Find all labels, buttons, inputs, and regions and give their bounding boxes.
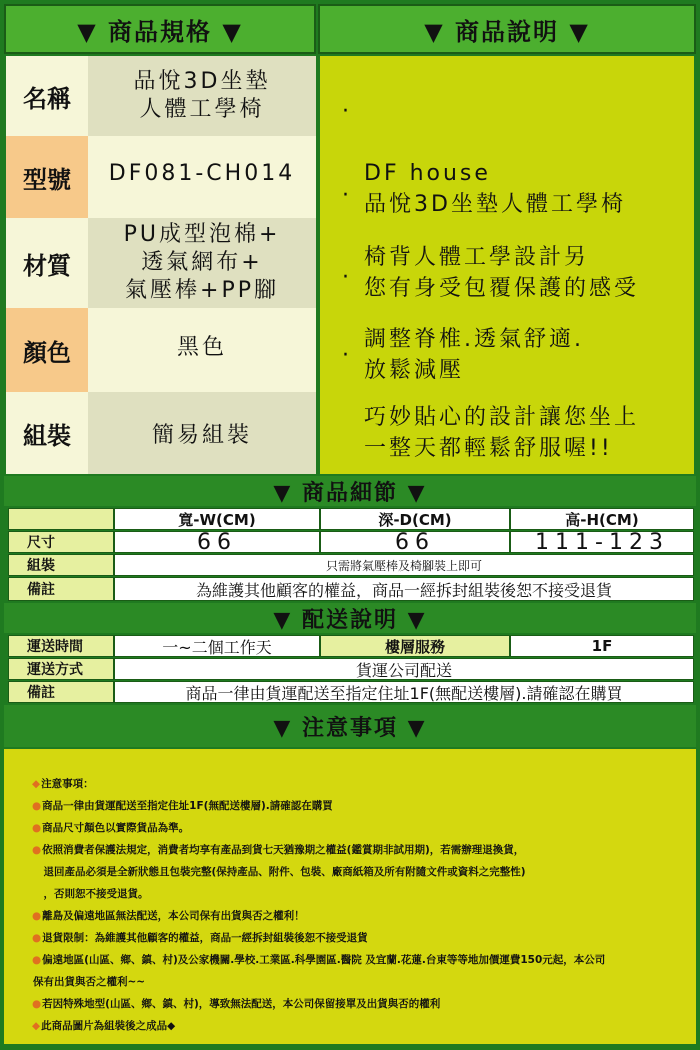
spec-header: ▼ 商品規格 ▼ bbox=[4, 4, 316, 54]
spec-label-material: 材質 bbox=[6, 218, 88, 308]
desc-header: ▼ 商品說明 ▼ bbox=[318, 4, 696, 54]
note-line bbox=[32, 883, 668, 905]
ship-time-value: 一~二個工作天 bbox=[114, 635, 320, 657]
assembly-label: 組裝 bbox=[8, 554, 114, 576]
note-text: 注意事項： bbox=[41, 778, 94, 790]
bullet-icon: · bbox=[342, 183, 352, 208]
note-text: 依照消費者保護法規定，消費者均享有產品到貨七天猶豫期之權益(鑑賞期非試用期)，若需辦理退換貨， bbox=[42, 844, 525, 856]
note-line bbox=[32, 795, 668, 817]
bullet-icon: · bbox=[342, 99, 352, 124]
spec-value-material: PU成型泡棉+ 透氣網布+ 氣壓棒+PP腳 bbox=[88, 218, 316, 308]
note-line bbox=[32, 817, 668, 839]
spec-label-model: 型號 bbox=[6, 136, 88, 218]
desc-panel bbox=[320, 56, 694, 474]
col-header-width: 寬-W(CM) bbox=[114, 508, 320, 530]
assembly-value: 只需將氣壓棒及椅腳裝上即可 bbox=[114, 554, 694, 576]
spec-value-name: 品悅3D坐墊 人體工學椅 bbox=[88, 56, 316, 136]
floor-service-value: 1F bbox=[510, 635, 694, 657]
bullet-icon: · bbox=[342, 265, 352, 290]
dot-icon: ● bbox=[32, 822, 42, 834]
desc-text: DF house 品悅3D坐墊人體工學椅 bbox=[364, 161, 626, 217]
ship-remark-label: 備註 bbox=[8, 681, 114, 703]
ship-time-label: 運送時間 bbox=[8, 635, 114, 657]
note-line bbox=[32, 773, 668, 795]
note-line bbox=[32, 861, 668, 883]
note-line bbox=[32, 905, 668, 927]
note-line bbox=[32, 839, 668, 861]
note-text: ，否則恕不接受退貨。 bbox=[33, 888, 149, 900]
note-text: 退回產品必須是全新狀態且包裝完整(保持產品、附件、包裝、廠商紙箱及所有附隨文件或資料之完整性) bbox=[33, 866, 526, 878]
note-text: 保有出貨與否之權利~~ bbox=[33, 976, 146, 988]
shipping-header: ▼ 配送說明 ▼ bbox=[4, 603, 696, 633]
ship-remark-value: 商品一律由貨運配送至指定住址1F(無配送樓層).請確認在購買 bbox=[114, 681, 694, 703]
size-height: 111-123 bbox=[510, 531, 694, 553]
note-line bbox=[32, 971, 668, 993]
desc-text: 調整脊椎.透氣舒適. 放鬆減壓 bbox=[364, 327, 584, 383]
dot-icon: ● bbox=[32, 932, 42, 944]
desc-item bbox=[342, 340, 639, 495]
dot-icon: ● bbox=[32, 800, 42, 812]
ship-method-value: 貨運公司配送 bbox=[114, 658, 694, 680]
notes-panel bbox=[4, 749, 696, 1044]
spec-panel bbox=[6, 56, 316, 474]
note-text: 退貨限制：為維護其他顧客的權益，商品一經拆封組裝後恕不接受退貨 bbox=[42, 932, 368, 944]
note-text: 偏遠地區(山區、鄉、鎮、村)及公家機關.學校.工業區.科學園區.醫院 及宜蘭.花蓮.台東等等地加價運費150元起，本公司 bbox=[42, 954, 606, 966]
spec-value-color: 黑色 bbox=[88, 308, 316, 392]
note-text: 若因特殊地型(山區、鄉、鎮、村)，導致無法配送，本公司保留接單及出貨與否的權利 bbox=[42, 998, 441, 1010]
desc-text: 巧妙貼心的設計讓您坐上 一整天都輕鬆舒服喔!! bbox=[364, 405, 640, 461]
size-width: 66 bbox=[114, 531, 320, 553]
note-text: 商品一律由貨運配送至指定住址1F(無配送樓層).請確認在購買 bbox=[42, 800, 333, 812]
note-line bbox=[32, 1015, 668, 1037]
floor-service-label: 樓層服務 bbox=[320, 635, 510, 657]
diamond-icon: ◆ bbox=[32, 1020, 41, 1032]
size-depth: 66 bbox=[320, 531, 510, 553]
dot-icon: ● bbox=[32, 844, 42, 856]
spec-value-assembly: 簡易組裝 bbox=[88, 392, 316, 474]
col-header-height: 高-H(CM) bbox=[510, 508, 694, 530]
note-line bbox=[32, 927, 668, 949]
dot-icon: ● bbox=[32, 998, 42, 1010]
details-header: ▼ 商品細節 ▼ bbox=[4, 476, 696, 506]
dot-icon: ● bbox=[32, 954, 42, 966]
dot-icon: ● bbox=[32, 910, 42, 922]
details-corner bbox=[8, 508, 114, 530]
notes-header: ▼ 注意事項 ▼ bbox=[4, 705, 696, 747]
remark-label: 備註 bbox=[8, 577, 114, 601]
size-label: 尺寸 bbox=[8, 531, 114, 553]
note-text: 此商品圖片為組裝後之成品◆ bbox=[41, 1020, 176, 1032]
spec-label-color: 顏色 bbox=[6, 308, 88, 392]
note-line bbox=[32, 949, 668, 971]
remark-value: 為維護其他顧客的權益，商品一經拆封組裝後恕不接受退貨 bbox=[114, 577, 694, 601]
spec-label-name: 名稱 bbox=[6, 56, 88, 136]
desc-text: 椅背人體工學設計另 您有身受包覆保護的感受 bbox=[364, 245, 640, 301]
note-line bbox=[32, 993, 668, 1015]
diamond-icon: ◆ bbox=[32, 778, 41, 790]
spec-value-model: DF081-CH014 bbox=[88, 136, 316, 218]
ship-method-label: 運送方式 bbox=[8, 658, 114, 680]
note-text: 離島及偏遠地區無法配送，本公司保有出貨與否之權利！ bbox=[42, 910, 305, 922]
bullet-icon: · bbox=[342, 343, 352, 368]
col-header-depth: 深-D(CM) bbox=[320, 508, 510, 530]
note-text: 商品尺寸顏色以實際貨品為準。 bbox=[42, 822, 190, 834]
spec-label-assembly: 組裝 bbox=[6, 392, 88, 474]
